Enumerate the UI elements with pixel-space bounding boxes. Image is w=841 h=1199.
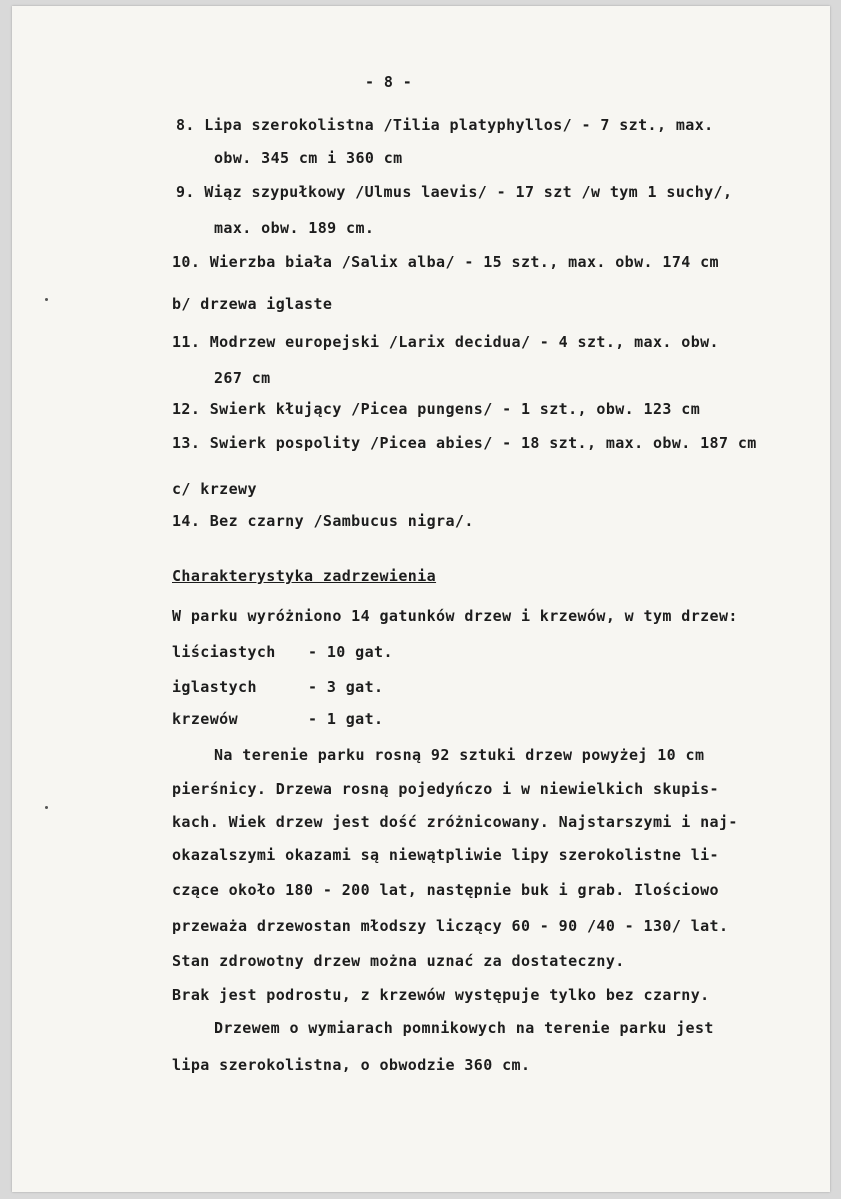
paragraph-line: W parku wyróżniono 14 gatunków drzew i krzewów, w tym drzew: xyxy=(172,607,738,625)
tally-label: iglastych xyxy=(172,678,257,696)
paragraph-line: Brak jest podrostu, z krzewów występuje tylko bez czarny. xyxy=(172,986,710,1004)
paragraph-line: Stan zdrowotny drzew można uznać za dostateczny. xyxy=(172,952,625,970)
paragraph-line: przeważa drzewostan młodszy liczący 60 - 90 /40 - 130/ lat. xyxy=(172,917,729,935)
paragraph-line: Na terenie parku rosną 92 sztuki drzew powyżej 10 cm xyxy=(214,746,705,764)
section-heading: Charakterystyka zadrzewienia xyxy=(172,567,437,585)
species-line: 9. Wiąz szypułkowy /Ulmus laevis/ - 17 szt /w tym 1 suchy/, xyxy=(176,183,733,201)
paragraph-line: Drzewem o wymiarach pomnikowych na terenie parku jest xyxy=(214,1019,714,1037)
paragraph-line: kach. Wiek drzew jest dość zróżnicowany. Najstarszymi i naj- xyxy=(172,813,738,831)
tally-value: - 1 gat. xyxy=(308,710,384,728)
species-line: 8. Lipa szerokolistna /Tilia platyphyllos/ - 7 szt., max. xyxy=(176,116,714,134)
species-line: 267 cm xyxy=(214,369,271,387)
section-label: b/ drzewa iglaste xyxy=(172,295,333,313)
page-number: - 8 - xyxy=(365,73,413,91)
species-line: max. obw. 189 cm. xyxy=(214,219,375,237)
paragraph-line: czące około 180 - 200 lat, następnie buk i grab. Ilościowo xyxy=(172,881,719,899)
tally-value: - 3 gat. xyxy=(308,678,384,696)
tally-value: - 10 gat. xyxy=(308,643,393,661)
species-line: 14. Bez czarny /Sambucus nigra/. xyxy=(172,512,474,530)
paragraph-line: lipa szerokolistna, o obwodzie 360 cm. xyxy=(172,1056,531,1074)
tally-label: liściastych xyxy=(172,643,276,661)
species-line: 11. Modrzew europejski /Larix decidua/ - 4 szt., max. obw. xyxy=(172,333,719,351)
paragraph-line: pierśnicy. Drzewa rosną pojedyńczo i w niewielkich skupis- xyxy=(172,780,719,798)
species-line: 12. Swierk kłujący /Picea pungens/ - 1 szt., obw. 123 cm xyxy=(172,400,701,418)
tally-label: krzewów xyxy=(172,710,239,728)
species-line: 13. Swierk pospolity /Picea abies/ - 18 szt., max. obw. 187 cm xyxy=(172,434,757,452)
species-line: obw. 345 cm i 360 cm xyxy=(214,149,403,167)
punch-mark xyxy=(45,806,48,809)
paragraph-line: okazalszymi okazami są niewątpliwie lipy szerokolistne li- xyxy=(172,846,719,864)
section-label: c/ krzewy xyxy=(172,480,257,498)
punch-mark xyxy=(45,298,48,301)
species-line: 10. Wierzba biała /Salix alba/ - 15 szt., max. obw. 174 cm xyxy=(172,253,719,271)
